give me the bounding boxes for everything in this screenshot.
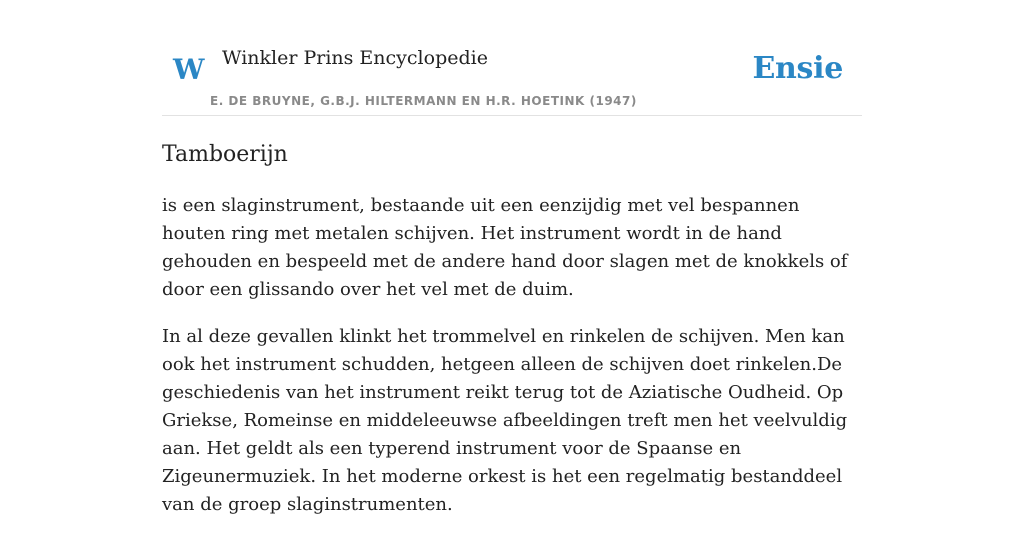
encyclopedia-card (162, 0, 862, 515)
entry-title: Tamboerijn (162, 142, 288, 167)
source-authors: E. DE BRUYNE, G.B.J. HILTERMANN EN H.R. HOETINK (1947) (210, 94, 637, 108)
entry-body (162, 192, 862, 538)
entry-paragraph: In al deze gevallen klinkt het trommelvel en rinkelen de schijven. Men kan ook het instrument schudden, hetgeen alleen de schijven doet rinkelen.De geschiedenis van het instrument reikt terug tot de Aziatische Oudheid. Op Griekse, Romeinse en middeleeuwse afbeeldingen treft men het veelvuldig aan. Het geldt als een typerend instrument voor de Spaanse en Zigeunermuziek. In het moderne orkest is het een regelmatig bestanddeel van de groep slaginstrumenten. (162, 326, 848, 515)
source-logo-icon: W (173, 53, 205, 86)
source-title[interactable]: Winkler Prins Encyclopedie (222, 47, 488, 69)
source-header (162, 0, 862, 116)
ensie-brand-logo[interactable]: Ensie (752, 51, 843, 86)
entry-paragraph: is een slaginstrument, bestaande uit een eenzijdig met vel bespannen houten ring met metalen schijven. Het instrument wordt in de hand gehouden en bespeeld met de andere hand door slagen met de knokkels of door een glissando over het vel met de duim. (162, 195, 848, 300)
